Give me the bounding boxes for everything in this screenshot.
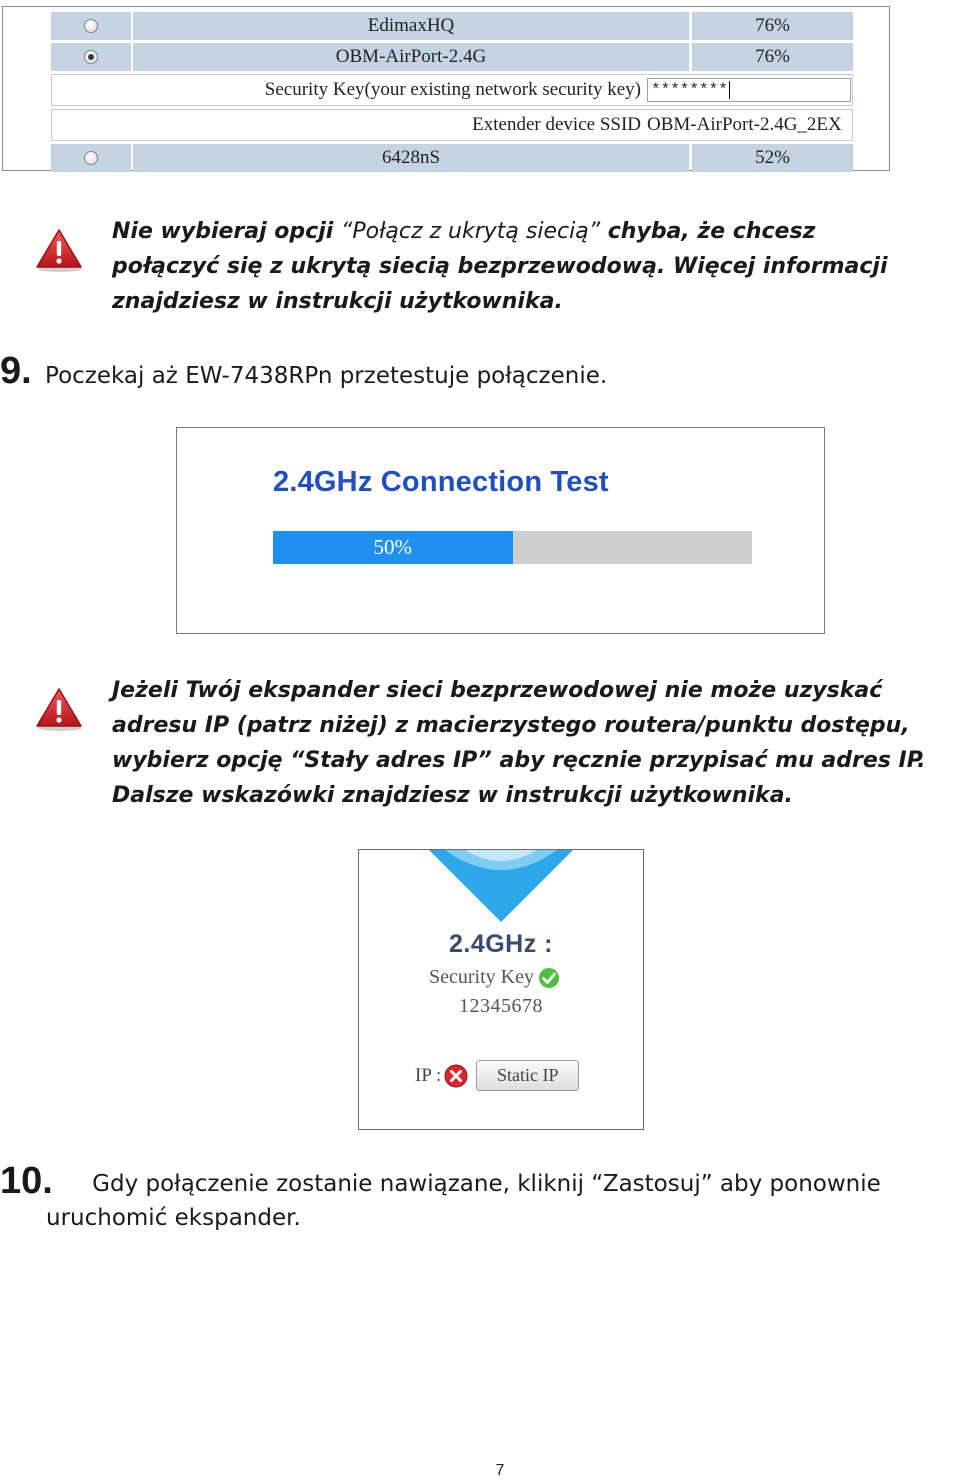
network-radio-3[interactable] — [84, 151, 98, 165]
network-ssid: EdimaxHQ — [133, 12, 689, 40]
warning-icon — [35, 228, 83, 272]
static-ip-button[interactable]: Static IP — [476, 1060, 579, 1091]
note-hidden-network — [112, 214, 932, 319]
extender-ssid-value[interactable]: OBM-AirPort-2.4G_2EX — [645, 109, 853, 141]
security-key-value: ******** — [651, 81, 728, 99]
step-10 — [0, 1160, 881, 1203]
progress-bar — [273, 531, 752, 564]
network-signal: 52% — [692, 144, 853, 172]
extender-ssid-label: Extender device SSID — [51, 109, 645, 141]
network-row-obm-airport[interactable] — [51, 43, 853, 71]
security-key-input[interactable] — [647, 78, 851, 102]
security-key-row — [51, 74, 853, 106]
note-static-ip — [112, 673, 952, 813]
ip-label: IP : — [415, 1064, 442, 1086]
page-number: 7 — [495, 1462, 505, 1479]
warning-icon — [35, 687, 83, 731]
connection-test-screenshot — [176, 427, 825, 634]
network-ssid: OBM-AirPort-2.4G — [133, 43, 689, 71]
progress-label: 50% — [373, 535, 412, 559]
network-list-screenshot — [2, 6, 890, 171]
note1-line2: połączyć się z ukrytą siecią bezprzewodową. Więcej informacji — [112, 254, 888, 279]
network-signal: 76% — [692, 12, 853, 40]
security-key-label: Security Key — [429, 966, 534, 988]
security-key-label: Security Key(your existing network security key) — [51, 74, 645, 106]
step-9-number: 9. — [0, 350, 32, 392]
step-10-line1: Gdy połączenie zostanie nawiązane, kliknij “Zastosuj” aby ponownie — [92, 1171, 881, 1197]
network-row-6428ns[interactable] — [51, 144, 853, 172]
note1-part3: chyba, że chcesz — [600, 219, 816, 244]
network-signal: 76% — [692, 43, 853, 71]
note1-part1: Nie wybieraj opcji — [112, 219, 341, 244]
error-icon — [444, 1064, 468, 1088]
note2-line3: wybierz opcję “Stały adres IP” aby ręcznie przypisać mu adres IP. — [112, 748, 926, 773]
note1-line3: znajdziesz w instrukcji użytkownika. — [112, 289, 563, 314]
network-ssid: 6428nS — [133, 144, 689, 172]
check-icon — [538, 967, 560, 989]
note1-part2: “Połącz z ukrytą siecią” — [340, 219, 601, 244]
security-key-value: 12345678 — [459, 995, 543, 1017]
note2-line4: Dalsze wskazówki znajdziesz w instrukcji użytkownika. — [112, 783, 793, 808]
step-9-text: Poczekaj aż EW-7438RPn przetestuje połączenie. — [45, 363, 608, 389]
step-10-line2: uruchomić ekspander. — [46, 1205, 301, 1231]
network-radio-2[interactable] — [84, 50, 98, 64]
connection-test-title: 2.4GHz Connection Test — [273, 466, 609, 498]
note2-line2: adresu IP (patrz niżej) z macierzystego routera/punktu dostępu, — [112, 713, 910, 738]
wifi-signal-icon — [429, 850, 573, 925]
step-10-number: 10. — [0, 1160, 53, 1202]
extender-ssid-row — [51, 109, 853, 141]
network-radio-1[interactable] — [84, 19, 98, 33]
network-row-edimaxhq[interactable] — [51, 12, 853, 40]
note2-line1: Jeżeli Twój ekspander sieci bezprzewodowej nie może uzyskać — [112, 678, 883, 703]
band-label: 2.4GHz : — [448, 930, 554, 958]
status-card-screenshot — [358, 849, 644, 1130]
step-9 — [0, 350, 607, 393]
